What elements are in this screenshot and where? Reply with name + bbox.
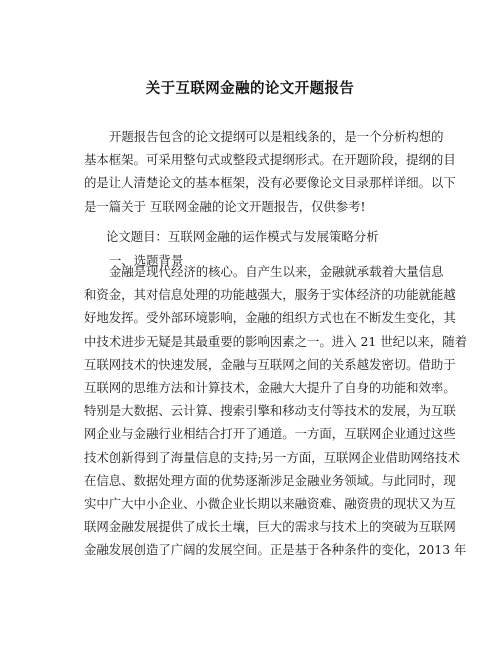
background-line: 在信息、数据处理方面的优势逐渐涉足金融业务领域。与此同时，现 <box>84 472 456 488</box>
background-line: 技术创新得到了海量信息的支持;另一方面，互联网企业借助网络技术 <box>84 449 460 465</box>
document-title: 关于互联网金融的论文开题报告 <box>145 81 355 97</box>
background-line: 联网金融发展提供了成长土壤，巨大的需求与技术上的突破为互联网 <box>84 519 456 535</box>
background-line: 实中广大中小企业、小微企业长期以来融资难、融资贵的现状又为互 <box>84 495 456 511</box>
intro-line: 的是让人清楚论文的基本框架，没有必要像论文目录那样详细。以下 <box>84 175 456 191</box>
background-paragraph <box>84 260 467 561</box>
background-line: 互联网的思维方法和计算技术，金融大大提升了自身的功能和效率。 <box>84 379 456 395</box>
intro-line: 基本框架。可采用整句式或整段式提纲形式。在开题阶段，提纲的目 <box>84 152 456 168</box>
background-line: 金融是现代经济的核心。自产生以来，金融就承载着大量信息 <box>109 264 444 279</box>
intro-paragraph <box>84 125 456 218</box>
background-line: 网企业与金融行业相结合打开了通道。一方面，互联网企业通过这些 <box>84 426 456 442</box>
intro-line: 是一篇关于 互联网金融的论文开题报告，仅供参考! <box>84 198 366 214</box>
background-line: 特别是大数据、云计算、搜索引擎和移动支付等技术的发展，为互联 <box>84 403 456 419</box>
thesis-topic-line: 论文题目：互联网金融的运作模式与发展策略分析 <box>106 229 379 244</box>
section-heading: 一、选题背景 <box>109 253 184 268</box>
background-line: 好地发挥。受外部环境影响，金融的组织方式也在不断发生变化，其 <box>84 310 456 326</box>
background-line: 金融发展创造了广阔的发展空间。正是基于各种条件的变化，2013 年 <box>84 542 467 558</box>
intro-line: 开题报告包含的论文提纲可以是粗线条的，是一个分析构想的 <box>109 129 444 144</box>
background-line: 和资金，其对信息处理的功能越强大，服务于实体经济的功能就能越 <box>84 287 456 303</box>
background-line: 中技术进步无疑是其最重要的影响因素之一。进入 21 世纪以来，随着 <box>84 333 467 349</box>
background-line: 互联网技术的快速发展，金融与互联网之间的关系越发密切。借助于 <box>84 356 456 372</box>
